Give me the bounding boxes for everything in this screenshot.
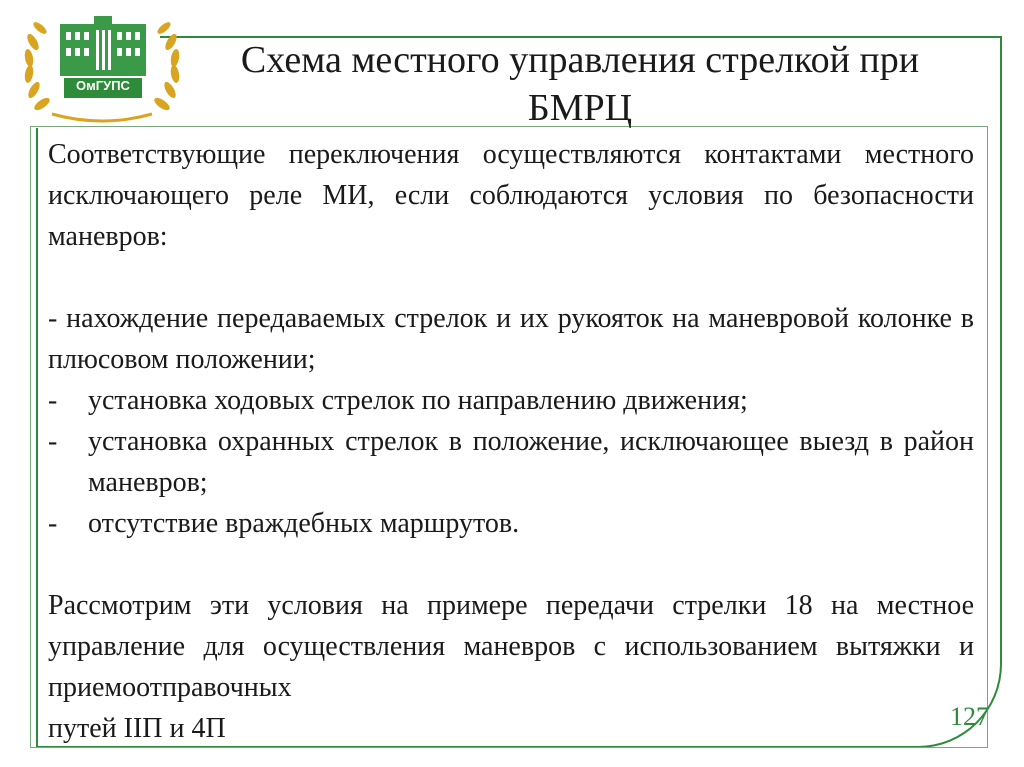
list-item	[48, 380, 974, 421]
slide-body	[48, 134, 974, 749]
list-dash: -	[48, 508, 58, 539]
logo-text: ОмГУПС	[76, 78, 130, 93]
university-building-icon	[60, 16, 146, 76]
list-item-text: установка охранных стрелок в положение, исключающее выезд в район маневров;	[88, 426, 974, 498]
outro-last-line: путей IIП и 4П	[48, 713, 226, 744]
list-item-text: отсутствие враждебных маршрутов.	[88, 508, 520, 539]
outro-paragraph: Рассмотрим эти условия на примере передачи стрелки 18 на местное управление для осуществления маневров с использованием вытяжки и приемоотправочных	[48, 590, 974, 703]
list-item-text: установка ходовых стрелок по направлению движения;	[88, 385, 748, 416]
list-item	[48, 421, 974, 503]
paragraph-gap	[48, 544, 974, 585]
frame-right-line	[1000, 36, 1002, 664]
paragraph-gap	[48, 257, 974, 298]
omgups-logo	[12, 6, 192, 124]
slide-title: Схема местного управления стрелкой при БМРЦ	[240, 39, 920, 129]
page-number: 127	[950, 702, 989, 731]
list-item	[48, 503, 974, 544]
list-item: - нахождение передаваемых стрелок и их рукояток на маневровой колонке в плюсовом положении;	[48, 303, 974, 375]
list-dash: -	[48, 426, 58, 457]
intro-paragraph: Соответствующие переключения осуществляются контактами местного исключающего реле МИ, если соблюдаются условия по безопасности маневров:	[48, 139, 974, 252]
list-dash: -	[48, 385, 58, 416]
